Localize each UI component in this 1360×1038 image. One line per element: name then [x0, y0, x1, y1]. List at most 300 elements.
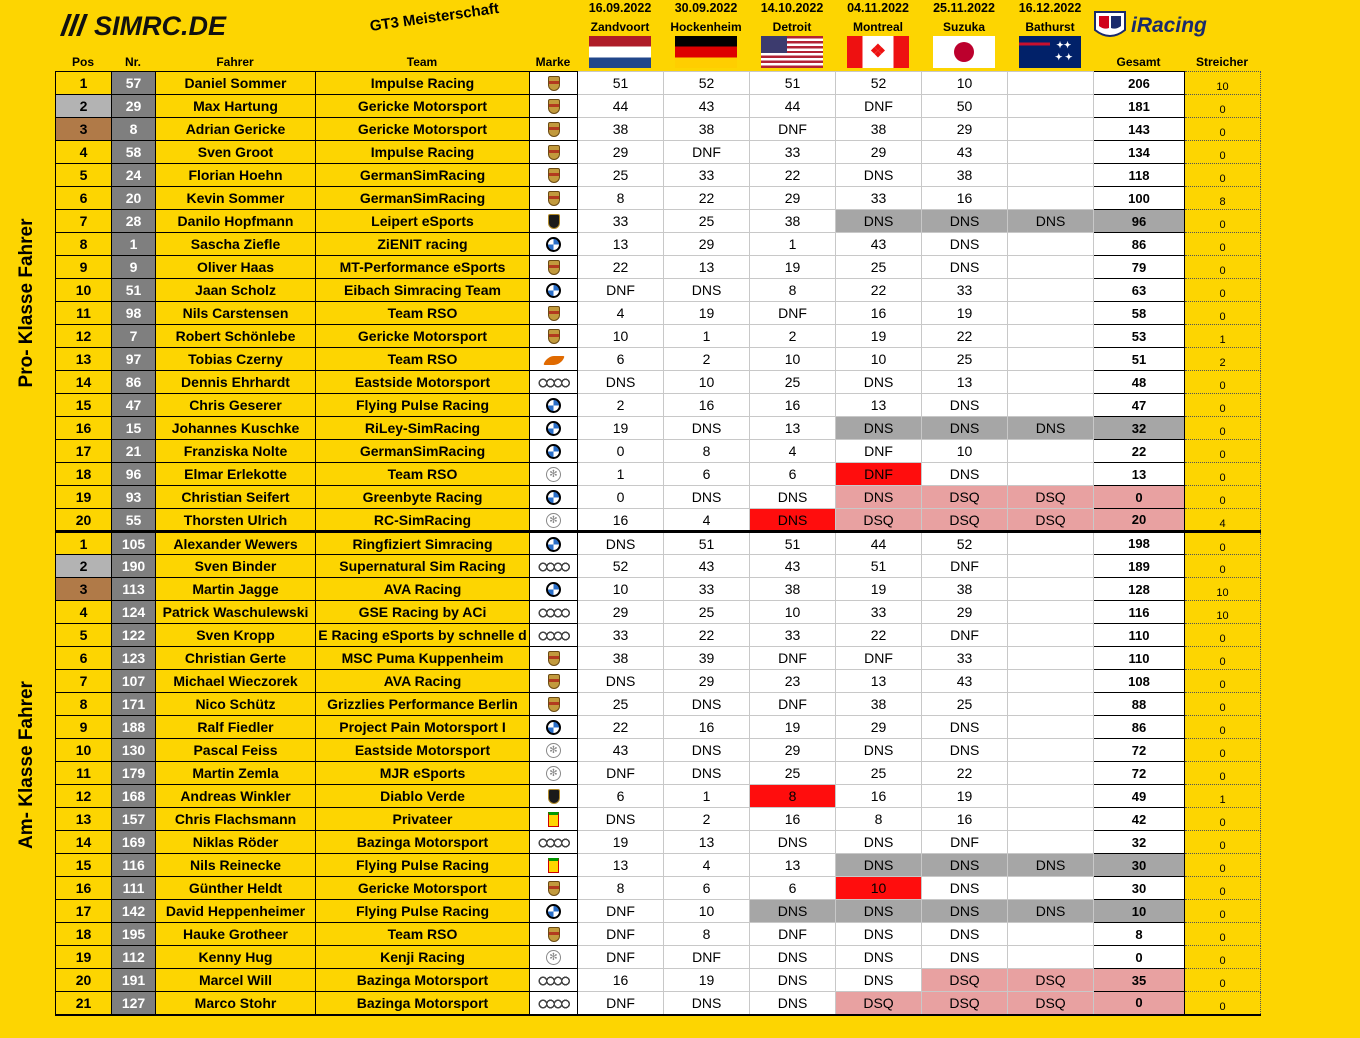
porsche-icon [530, 325, 578, 348]
race-result-cell: DNS [836, 417, 922, 440]
race-result-cell: DNS [922, 463, 1008, 486]
position-cell: 8 [56, 233, 112, 256]
driver-cell: Florian Hoehn [156, 164, 316, 187]
porsche-icon [530, 647, 578, 670]
position-cell: 13 [56, 348, 112, 371]
team-cell: Flying Pulse Racing [316, 900, 530, 923]
race-result-cell: DNS [836, 854, 922, 877]
table-row[interactable] [56, 440, 1261, 463]
race-result-cell: 19 [578, 831, 664, 854]
flag-ca-icon [847, 36, 909, 68]
position-cell: 6 [56, 647, 112, 670]
table-row[interactable] [56, 693, 1261, 716]
drop-score-cell: 0 [1185, 946, 1261, 969]
flag-de-icon [675, 36, 737, 68]
team-cell: Team RSO [316, 302, 530, 325]
race-result-cell: 10 [750, 601, 836, 624]
total-points-cell: 49 [1094, 785, 1185, 808]
table-row[interactable] [56, 394, 1261, 417]
race-result-cell [1008, 670, 1094, 693]
race-result-cell [1008, 371, 1094, 394]
race-result-cell: 8 [664, 923, 750, 946]
car-number-cell: 116 [112, 854, 156, 877]
total-points-cell: 128 [1094, 578, 1185, 601]
car-number-cell: 93 [112, 486, 156, 509]
total-points-cell: 8 [1094, 923, 1185, 946]
race-result-cell: 6 [664, 877, 750, 900]
race-result-cell: 22 [664, 624, 750, 647]
race-result-cell: 29 [750, 187, 836, 210]
race-result-cell: 10 [750, 348, 836, 371]
total-points-cell: 72 [1094, 762, 1185, 785]
porsche-icon [530, 141, 578, 164]
car-number-cell: 28 [112, 210, 156, 233]
driver-cell: Hauke Grotheer [156, 923, 316, 946]
race-result-cell: 29 [836, 716, 922, 739]
simrc-logo[interactable] [56, 10, 256, 40]
race-result-cell: 22 [836, 624, 922, 647]
table-row[interactable] [56, 716, 1261, 739]
race-result-cell: 13 [750, 854, 836, 877]
race-result-cell [1008, 325, 1094, 348]
race-result-cell: DNF [578, 946, 664, 969]
drop-score-cell: 0 [1185, 716, 1261, 739]
team-cell: Team RSO [316, 923, 530, 946]
drop-score-cell: 0 [1185, 371, 1261, 394]
driver-cell: Günther Heldt [156, 877, 316, 900]
race-date: 16.12.2022 [1018, 1, 1082, 15]
race-result-cell: 25 [922, 348, 1008, 371]
car-number-cell: 122 [112, 624, 156, 647]
race-result-cell: 29 [922, 601, 1008, 624]
team-cell: AVA Racing [316, 670, 530, 693]
race-result-cell: 25 [836, 256, 922, 279]
car-number-cell: 191 [112, 969, 156, 992]
race-result-cell [1008, 946, 1094, 969]
car-number-cell: 113 [112, 578, 156, 601]
team-cell: GSE Racing by ACi [316, 601, 530, 624]
position-cell: 11 [56, 302, 112, 325]
car-number-cell: 51 [112, 279, 156, 302]
race-result-cell [1008, 923, 1094, 946]
porsche-icon [530, 164, 578, 187]
table-row[interactable] [56, 187, 1261, 210]
race-result-cell: 6 [664, 463, 750, 486]
drop-score-cell: 0 [1185, 118, 1261, 141]
team-cell: Privateer [316, 808, 530, 831]
team-cell: Project Pain Motorsport I [316, 716, 530, 739]
col-total: Gesamt [1116, 55, 1161, 69]
race-result-cell: DNF [750, 693, 836, 716]
table-row[interactable] [56, 831, 1261, 854]
race-result-cell: 8 [578, 877, 664, 900]
race-result-cell: 43 [664, 95, 750, 118]
race-result-cell: DNF [750, 923, 836, 946]
car-number-cell: 190 [112, 555, 156, 578]
race-result-cell: 51 [750, 72, 836, 95]
race-result-cell: 0 [578, 486, 664, 509]
bmw-icon [530, 486, 578, 509]
drop-score-cell: 0 [1185, 555, 1261, 578]
position-cell: 13 [56, 808, 112, 831]
table-row[interactable] [56, 532, 1261, 555]
helmet-icon [1095, 12, 1125, 36]
position-cell: 14 [56, 371, 112, 394]
team-cell: Gericke Motorsport [316, 118, 530, 141]
race-result-cell: DNS [922, 716, 1008, 739]
driver-cell: Martin Zemla [156, 762, 316, 785]
race-result-cell: DNF [664, 946, 750, 969]
race-result-cell: 13 [578, 854, 664, 877]
race-result-cell: DNF [836, 440, 922, 463]
race-result-cell: 10 [836, 877, 922, 900]
position-cell: 2 [56, 95, 112, 118]
race-result-cell: DNS [1008, 900, 1094, 923]
table-row[interactable] [56, 670, 1261, 693]
team-cell: MT-Performance eSports [316, 256, 530, 279]
total-points-cell: 58 [1094, 302, 1185, 325]
race-result-cell [1008, 118, 1094, 141]
race-result-cell: DSQ [836, 992, 922, 1015]
driver-cell: Johannes Kuschke [156, 417, 316, 440]
race-result-cell: DSQ [922, 486, 1008, 509]
race-result-cell [1008, 164, 1094, 187]
audi-icon [530, 624, 578, 647]
total-points-cell: 0 [1094, 486, 1185, 509]
car-number-cell: 130 [112, 739, 156, 762]
total-points-cell: 10 [1094, 900, 1185, 923]
race-result-cell: DSQ [1008, 992, 1094, 1015]
race-result-cell: 33 [922, 279, 1008, 302]
race-result-cell: 19 [836, 325, 922, 348]
race-result-cell [1008, 578, 1094, 601]
driver-cell: Sven Groot [156, 141, 316, 164]
porsche-icon [530, 877, 578, 900]
table-row[interactable] [56, 739, 1261, 762]
race-result-cell: 13 [922, 371, 1008, 394]
table-row[interactable] [56, 923, 1261, 946]
race-result-cell: 16 [922, 187, 1008, 210]
car-number-cell: 57 [112, 72, 156, 95]
total-points-cell: 181 [1094, 95, 1185, 118]
race-result-cell [1008, 394, 1094, 417]
table-row[interactable] [56, 509, 1261, 532]
position-cell: 3 [56, 578, 112, 601]
team-cell: Gericke Motorsport [316, 95, 530, 118]
race-result-cell: 10 [836, 348, 922, 371]
race-result-cell: 29 [664, 670, 750, 693]
total-points-cell: 53 [1094, 325, 1185, 348]
drop-score-cell: 0 [1185, 647, 1261, 670]
porsche-icon [530, 302, 578, 325]
race-result-cell: 52 [836, 72, 922, 95]
drop-score-cell: 0 [1185, 440, 1261, 463]
team-cell: RC-SimRacing [316, 509, 530, 532]
car-number-cell: 171 [112, 693, 156, 716]
lamborghini-icon [530, 210, 578, 233]
race-result-cell: 44 [578, 95, 664, 118]
team-cell: Kenji Racing [316, 946, 530, 969]
driver-cell: Christian Gerte [156, 647, 316, 670]
table-row[interactable] [56, 647, 1261, 670]
race-result-cell: 29 [922, 118, 1008, 141]
race-result-cell: 16 [750, 394, 836, 417]
race-result-cell [1008, 440, 1094, 463]
race-result-cell: DNS [578, 532, 664, 555]
car-number-cell: 7 [112, 325, 156, 348]
drop-score-cell: 0 [1185, 900, 1261, 923]
race-result-cell: 13 [836, 394, 922, 417]
race-result-cell: 6 [578, 348, 664, 371]
race-result-cell: 19 [750, 256, 836, 279]
mercedes-icon: ✻ [530, 463, 578, 486]
race-result-cell: 33 [922, 647, 1008, 670]
race-result-cell: DNS [922, 900, 1008, 923]
table-row[interactable] [56, 279, 1261, 302]
race-result-cell: 10 [922, 72, 1008, 95]
table-row[interactable] [56, 785, 1261, 808]
table-row[interactable] [56, 164, 1261, 187]
drop-score-cell: 0 [1185, 532, 1261, 555]
table-row[interactable] [56, 992, 1261, 1015]
race-result-cell: DNF [922, 624, 1008, 647]
total-points-cell: 79 [1094, 256, 1185, 279]
race-result-cell: 8 [836, 808, 922, 831]
porsche-icon [530, 256, 578, 279]
race-result-cell: 33 [664, 164, 750, 187]
car-number-cell: 96 [112, 463, 156, 486]
driver-cell: Kenny Hug [156, 946, 316, 969]
drop-score-cell: 0 [1185, 969, 1261, 992]
table-row[interactable] [56, 118, 1261, 141]
race-result-cell: 52 [922, 532, 1008, 555]
flag-au-icon [1019, 36, 1081, 68]
position-cell: 12 [56, 785, 112, 808]
porsche-icon [530, 118, 578, 141]
drop-score-cell: 2 [1185, 348, 1261, 371]
race-result-cell: 2 [578, 394, 664, 417]
race-result-cell: DNS [922, 854, 1008, 877]
team-cell: Greenbyte Racing [316, 486, 530, 509]
race-result-cell: DNS [664, 693, 750, 716]
table-row[interactable] [56, 348, 1261, 371]
team-cell: Impulse Racing [316, 72, 530, 95]
position-cell: 3 [56, 118, 112, 141]
table-row[interactable] [56, 601, 1261, 624]
race-header-zandvoort [577, 0, 663, 68]
table-row[interactable] [56, 946, 1261, 969]
position-cell: 4 [56, 601, 112, 624]
table-row[interactable] [56, 624, 1261, 647]
race-result-cell: DNS [922, 394, 1008, 417]
car-number-cell: 15 [112, 417, 156, 440]
race-result-cell [1008, 279, 1094, 302]
race-result-cell: 51 [578, 72, 664, 95]
race-result-cell: DNS [1008, 210, 1094, 233]
race-result-cell: 38 [578, 118, 664, 141]
table-row[interactable] [56, 808, 1261, 831]
porsche-icon [530, 923, 578, 946]
race-result-cell: DNS [578, 808, 664, 831]
race-result-cell: DNS [750, 486, 836, 509]
driver-cell: Marcel Will [156, 969, 316, 992]
position-cell: 21 [56, 992, 112, 1015]
driver-cell: Pascal Feiss [156, 739, 316, 762]
position-cell: 15 [56, 394, 112, 417]
position-cell: 7 [56, 210, 112, 233]
table-row[interactable] [56, 417, 1261, 440]
flag-nl-icon [589, 36, 651, 68]
table-row[interactable] [56, 141, 1261, 164]
col-driver: Fahrer [216, 55, 254, 69]
race-result-cell: 25 [578, 164, 664, 187]
driver-cell: Ralf Fiedler [156, 716, 316, 739]
race-result-cell: DNF [578, 923, 664, 946]
team-cell: MJR eSports [316, 762, 530, 785]
race-result-cell [1008, 716, 1094, 739]
race-result-cell: DSQ [1008, 486, 1094, 509]
race-result-cell: 10 [664, 900, 750, 923]
race-result-cell: 13 [750, 417, 836, 440]
flag-us-icon [761, 36, 823, 68]
race-result-cell: DNS [836, 371, 922, 394]
table-row[interactable] [56, 210, 1261, 233]
race-result-cell: DNS [922, 256, 1008, 279]
position-cell: 20 [56, 509, 112, 532]
total-points-cell: 13 [1094, 463, 1185, 486]
race-result-cell [1008, 256, 1094, 279]
race-result-cell: DNS [836, 486, 922, 509]
drop-score-cell: 0 [1185, 808, 1261, 831]
total-points-cell: 116 [1094, 601, 1185, 624]
race-result-cell: 33 [578, 210, 664, 233]
race-result-cell: DSQ [836, 509, 922, 532]
total-points-cell: 86 [1094, 716, 1185, 739]
table-row[interactable] [56, 72, 1261, 95]
table-row[interactable] [56, 302, 1261, 325]
race-result-cell: 4 [750, 440, 836, 463]
race-date: 25.11.2022 [933, 1, 995, 15]
team-cell: Eastside Motorsport [316, 739, 530, 762]
race-result-cell: 25 [836, 762, 922, 785]
drop-score-cell: 0 [1185, 831, 1261, 854]
race-result-cell [1008, 187, 1094, 210]
race-result-cell: 38 [836, 693, 922, 716]
race-result-cell: 2 [664, 808, 750, 831]
race-result-cell: 19 [664, 302, 750, 325]
race-result-cell: 51 [750, 532, 836, 555]
table-row[interactable] [56, 95, 1261, 118]
bmw-icon [530, 900, 578, 923]
position-cell: 2 [56, 555, 112, 578]
race-result-cell: 25 [578, 693, 664, 716]
race-result-cell: 10 [578, 578, 664, 601]
team-cell: Team RSO [316, 463, 530, 486]
race-result-cell: 16 [664, 394, 750, 417]
drop-score-cell: 0 [1185, 670, 1261, 693]
team-cell: RiLey-SimRacing [316, 417, 530, 440]
table-row[interactable] [56, 233, 1261, 256]
race-result-cell: 50 [922, 95, 1008, 118]
car-number-cell: 58 [112, 141, 156, 164]
race-result-cell [1008, 739, 1094, 762]
table-row[interactable] [56, 969, 1261, 992]
table-row[interactable] [56, 762, 1261, 785]
drop-score-cell: 0 [1185, 739, 1261, 762]
mclaren-icon [530, 348, 578, 371]
race-result-cell: 43 [578, 739, 664, 762]
race-result-cell: 38 [664, 118, 750, 141]
table-row[interactable] [56, 256, 1261, 279]
car-number-cell: 157 [112, 808, 156, 831]
race-result-cell: DNS [1008, 854, 1094, 877]
table-row[interactable] [56, 900, 1261, 923]
table-row[interactable] [56, 371, 1261, 394]
race-result-cell: 6 [750, 877, 836, 900]
race-result-cell: 10 [922, 440, 1008, 463]
driver-cell: Jaan Scholz [156, 279, 316, 302]
total-points-cell: 48 [1094, 371, 1185, 394]
race-result-cell: DNF [836, 647, 922, 670]
total-points-cell: 32 [1094, 831, 1185, 854]
driver-cell: Sven Binder [156, 555, 316, 578]
race-date: 14.10.2022 [760, 1, 824, 15]
mercedes-icon: ✻ [530, 739, 578, 762]
car-number-cell: 111 [112, 877, 156, 900]
race-result-cell: DNS [664, 279, 750, 302]
standings-table [55, 71, 1261, 1016]
race-result-cell: 33 [578, 624, 664, 647]
race-result-cell: 38 [922, 578, 1008, 601]
table-row[interactable] [56, 854, 1261, 877]
race-date: 30.09.2022 [674, 1, 738, 15]
race-result-cell: DNS [836, 946, 922, 969]
race-result-cell: DNS [836, 831, 922, 854]
drop-score-cell: 0 [1185, 394, 1261, 417]
driver-cell: Daniel Sommer [156, 72, 316, 95]
car-number-cell: 55 [112, 509, 156, 532]
race-result-cell: DNS [922, 417, 1008, 440]
race-result-cell: 38 [750, 210, 836, 233]
table-row[interactable] [56, 325, 1261, 348]
position-cell: 11 [56, 762, 112, 785]
audi-icon [530, 969, 578, 992]
position-cell: 18 [56, 463, 112, 486]
race-result-cell: 4 [664, 509, 750, 532]
table-row[interactable] [56, 463, 1261, 486]
team-cell: Supernatural Sim Racing [316, 555, 530, 578]
race-result-cell: 29 [578, 141, 664, 164]
car-number-cell: 47 [112, 394, 156, 417]
table-row[interactable] [56, 486, 1261, 509]
table-row[interactable] [56, 877, 1261, 900]
car-number-cell: 168 [112, 785, 156, 808]
car-number-cell: 1 [112, 233, 156, 256]
driver-cell: Robert Schönlebe [156, 325, 316, 348]
car-number-cell: 169 [112, 831, 156, 854]
race-result-cell: 33 [750, 624, 836, 647]
table-row[interactable] [56, 578, 1261, 601]
race-result-cell: DNS [836, 164, 922, 187]
race-result-cell: 19 [578, 417, 664, 440]
table-row[interactable] [56, 555, 1261, 578]
bmw-icon [530, 578, 578, 601]
race-result-cell [1008, 95, 1094, 118]
position-cell: 16 [56, 417, 112, 440]
race-track: Detroit [772, 20, 812, 34]
total-points-cell: 100 [1094, 187, 1185, 210]
drop-score-cell: 10 [1185, 601, 1261, 624]
